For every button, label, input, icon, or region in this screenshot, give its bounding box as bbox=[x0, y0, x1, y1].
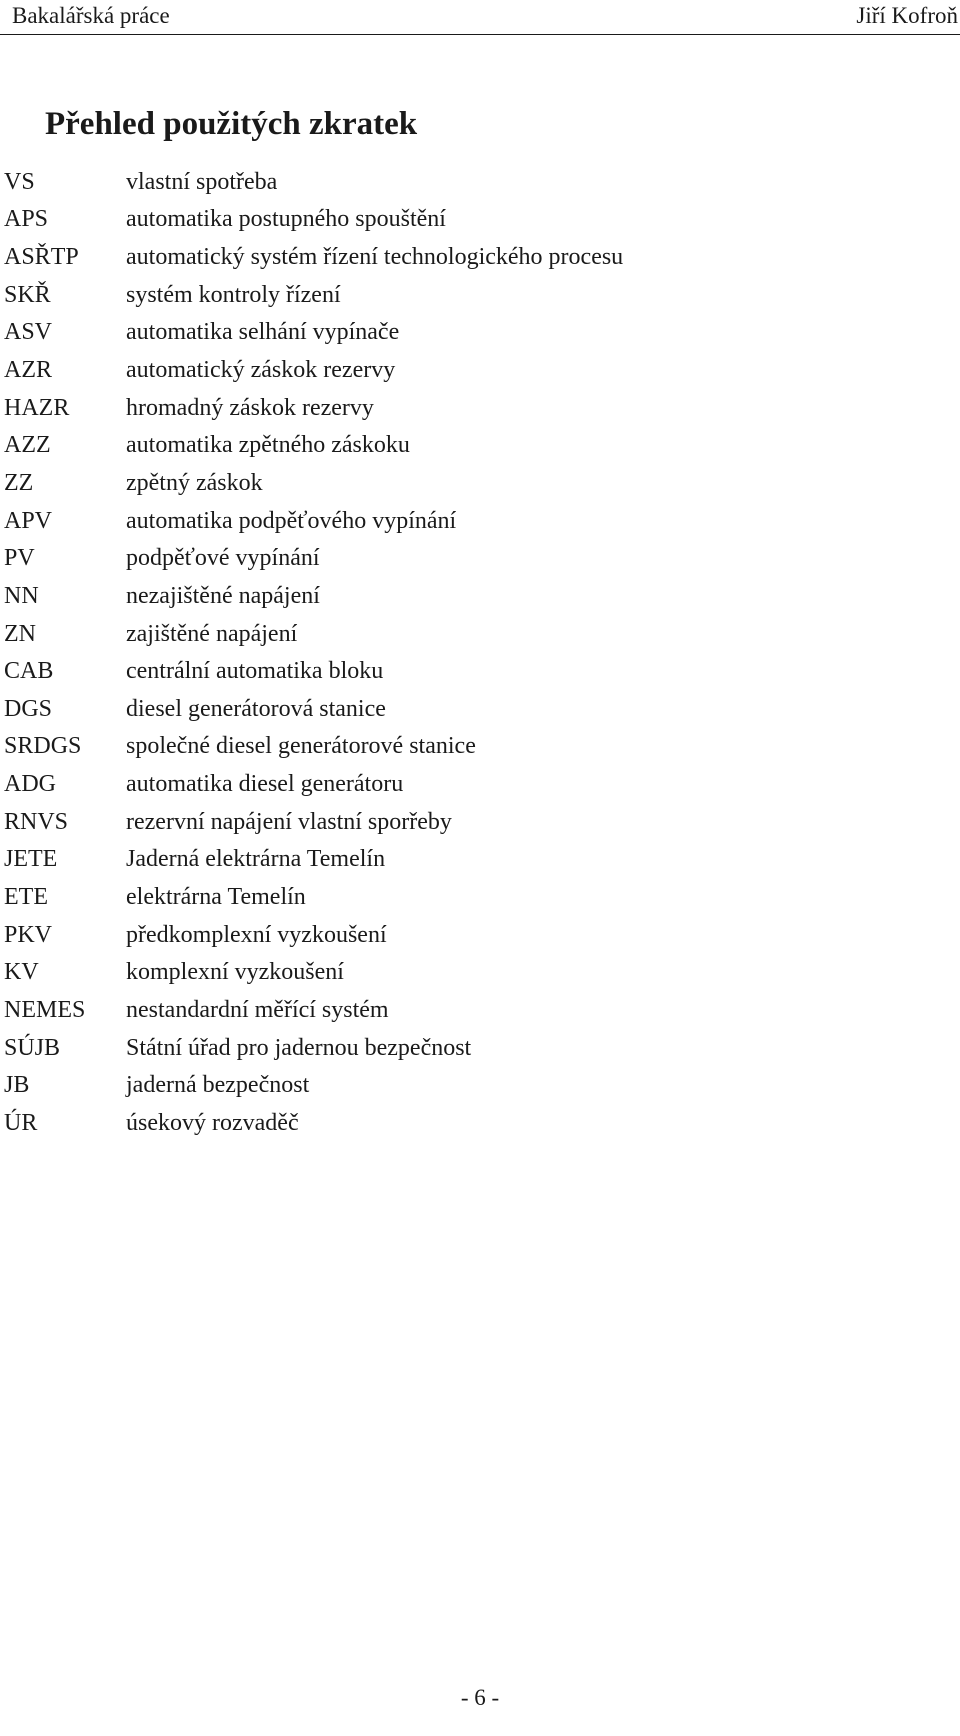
abbreviation-code: PKV bbox=[4, 921, 53, 948]
abbreviation-code: RNVS bbox=[4, 808, 69, 835]
abbreviation-row bbox=[4, 314, 623, 352]
abbreviation-code: JETE bbox=[4, 846, 58, 873]
abbreviation-row bbox=[4, 728, 623, 766]
abbreviation-meaning: rezervní napájení vlastní sporřeby bbox=[126, 808, 452, 835]
abbreviation-code: ÚR bbox=[4, 1109, 38, 1136]
abbreviation-code: ASŘTP bbox=[4, 244, 79, 271]
abbreviation-meaning: jaderná bezpečnost bbox=[126, 1072, 310, 1099]
page-number: - 6 - bbox=[460, 1685, 500, 1710]
abbreviation-code: PV bbox=[4, 545, 35, 572]
abbreviation-code: ZN bbox=[4, 620, 36, 647]
abbreviation-row bbox=[4, 1029, 623, 1067]
abbreviation-meaning: centrální automatika bloku bbox=[126, 658, 384, 685]
abbreviation-meaning: společné diesel generátorové stanice bbox=[126, 733, 476, 760]
abbreviation-meaning: automatický systém řízení technologického procesu bbox=[126, 244, 624, 271]
abbreviation-code: APV bbox=[4, 507, 53, 534]
abbreviation-row bbox=[4, 351, 623, 389]
abbreviation-code: KV bbox=[4, 959, 39, 986]
abbreviation-row bbox=[4, 953, 623, 991]
abbreviation-row bbox=[4, 652, 623, 690]
abbreviation-code: CAB bbox=[4, 658, 54, 685]
page-title: Přehled použitých zkratek bbox=[45, 106, 418, 142]
abbreviation-meaning: nezajištěné napájení bbox=[126, 582, 320, 609]
abbreviation-meaning: diesel generátorová stanice bbox=[126, 695, 386, 722]
abbreviation-meaning: úsekový rozvaděč bbox=[126, 1109, 299, 1136]
abbreviation-code: AZR bbox=[4, 357, 52, 384]
abbreviation-row bbox=[4, 426, 623, 464]
abbreviation-meaning: automatika diesel generátoru bbox=[126, 771, 404, 798]
abbreviation-code: NEMES bbox=[4, 996, 86, 1023]
abbreviation-code: SÚJB bbox=[4, 1034, 61, 1061]
abbreviation-row bbox=[4, 389, 623, 427]
abbreviation-row bbox=[4, 577, 623, 615]
abbreviation-meaning: automatika podpěťového vypínání bbox=[126, 507, 457, 534]
abbreviation-meaning: komplexní vyzkoušení bbox=[126, 959, 344, 986]
abbreviation-row bbox=[4, 878, 623, 916]
abbreviation-row bbox=[4, 201, 623, 239]
abbreviation-code: ZZ bbox=[4, 469, 34, 496]
abbreviation-row bbox=[4, 1066, 623, 1104]
abbreviation-row bbox=[4, 841, 623, 879]
abbreviation-meaning: automatika postupného spouštění bbox=[126, 206, 446, 233]
abbreviation-list bbox=[4, 163, 623, 1142]
abbreviation-code: SKŘ bbox=[4, 281, 51, 308]
abbreviation-row bbox=[4, 163, 623, 201]
abbreviation-meaning: Státní úřad pro jadernou bezpečnost bbox=[126, 1034, 472, 1061]
abbreviation-code: SRDGS bbox=[4, 733, 82, 760]
abbreviation-row bbox=[4, 502, 623, 540]
abbreviation-code: HAZR bbox=[4, 394, 70, 421]
abbreviation-row bbox=[4, 765, 623, 803]
abbreviation-row bbox=[4, 615, 623, 653]
abbreviation-row bbox=[4, 803, 623, 841]
header-divider bbox=[0, 34, 960, 35]
abbreviation-meaning: automatický záskok rezervy bbox=[126, 357, 396, 384]
abbreviation-meaning: automatika selhání vypínače bbox=[126, 319, 400, 346]
abbreviation-code: ADG bbox=[4, 771, 56, 798]
abbreviation-meaning: vlastní spotřeba bbox=[126, 168, 278, 195]
abbreviation-code: ASV bbox=[4, 319, 53, 346]
abbreviation-meaning: předkomplexní vyzkoušení bbox=[126, 921, 387, 948]
abbreviation-row bbox=[4, 916, 623, 954]
abbreviation-meaning: Jaderná elektrárna Temelín bbox=[126, 846, 386, 873]
abbreviation-meaning: elektrárna Temelín bbox=[126, 883, 306, 910]
abbreviation-row bbox=[4, 690, 623, 728]
header-author: Jiří Kofroň bbox=[856, 3, 958, 28]
page-header bbox=[0, 0, 960, 34]
abbreviation-meaning: podpěťové vypínání bbox=[126, 545, 320, 572]
abbreviation-code: JB bbox=[4, 1072, 30, 1099]
abbreviation-code: DGS bbox=[4, 695, 53, 722]
abbreviation-meaning: automatika zpětného záskoku bbox=[126, 432, 410, 459]
abbreviation-meaning: hromadný záskok rezervy bbox=[126, 394, 374, 421]
abbreviation-row bbox=[4, 1104, 623, 1142]
abbreviation-code: NN bbox=[4, 582, 39, 609]
abbreviation-code: APS bbox=[4, 206, 49, 233]
abbreviation-meaning: nestandardní měřící systém bbox=[126, 996, 389, 1023]
abbreviation-meaning: zpětný záskok bbox=[126, 469, 263, 496]
abbreviation-row bbox=[4, 991, 623, 1029]
abbreviation-code: VS bbox=[4, 168, 35, 195]
abbreviation-row bbox=[4, 238, 623, 276]
abbreviation-row bbox=[4, 464, 623, 502]
header-document-type: Bakalářská práce bbox=[12, 3, 170, 28]
abbreviation-code: ETE bbox=[4, 883, 48, 910]
abbreviation-code: AZZ bbox=[4, 432, 51, 459]
abbreviation-row bbox=[4, 539, 623, 577]
abbreviation-meaning: systém kontroly řízení bbox=[126, 281, 341, 308]
abbreviation-row bbox=[4, 276, 623, 314]
abbreviation-meaning: zajištěné napájení bbox=[126, 620, 298, 647]
